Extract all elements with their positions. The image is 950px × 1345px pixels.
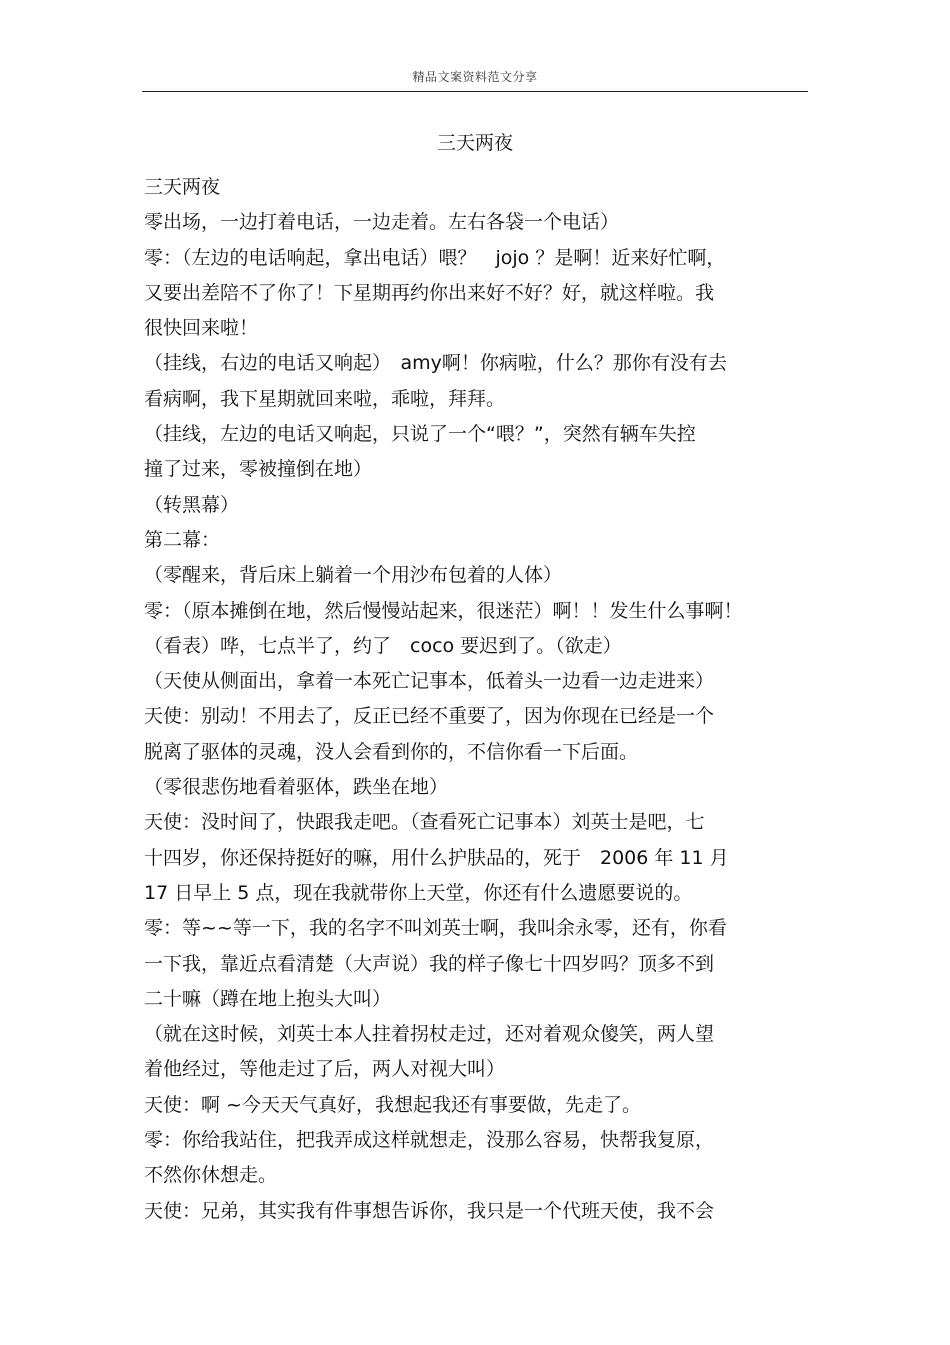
text-line: （挂线，左边的电话又响起，只说了一个“喂？”，突然有辆车失控 [144,423,696,446]
text-line: 零：（左边的电话响起，拿出电话）喂？ jojo ？是啊！近来好忙啊， [144,246,726,269]
text-line: （零很悲伤地看着驱体，跌坐在地） [144,776,449,799]
text-line: （转黑幕） [144,493,240,516]
text-line: 十四岁，你还保持挺好的嘛，用什么护肤品的，死于 2006 年 11 月 [144,846,729,869]
text-line: 二十嘛（蹲在地上抱头大叫） [144,987,392,1010]
header-divider [142,91,808,92]
text-line: 天使：没时间了，快跟我走吧。（查看死亡记事本）刘英士是吧，七 [144,811,705,834]
text-line: 零：你给我站住，把我弄成这样就想走，没那么容易，快帮我复原， [144,1129,715,1152]
text-line: 零：（原本摊倒在地，然后慢慢站起来，很迷茫）啊！！发生什么事啊！ [144,599,743,622]
text-line: （就在这时候，刘英士本人拄着拐杖走过，还对着观众傻笑，两人望 [144,1023,715,1046]
text-line: 又要出差陪不了你了！下星期再约你出来好不好？好，就这样啦。我 [144,281,715,304]
text-line: 天使：兄弟，其实我有件事想告诉你，我只是一个代班天使，我不会 [144,1199,715,1222]
document-title: 三天两夜 [436,132,513,154]
text-line: 零：等~~等一下，我的名字不叫刘英士啊，我叫余永零，还有，你看 [144,917,727,940]
text-line: 着他经过，等他走过了后，两人对视大叫） [144,1058,506,1081]
text-line: 三天两夜 [144,176,221,198]
text-line: 撞了过来，零被撞倒在地） [144,458,373,481]
text-line: 17 日早上 5 点，现在我就带你上天堂，你还有什么遗愿要说的。 [144,881,693,904]
text-line: 天使：啊 ~今天天气真好，我想起我还有事要做，先走了。 [144,1093,641,1116]
text-line: 零出场，一边打着电话，一边走着。左右各袋一个电话） [144,211,620,234]
text-line: 第二幕： [144,528,221,551]
text-line: （天使从侧面出，拿着一本死亡记事本，低着头一边看一边走进来） [144,670,715,693]
text-line: 天使：别动！不用去了，反正已经不重要了，因为你现在已经是一个 [144,705,715,728]
text-line: 不然你休想走。 [144,1164,278,1187]
text-line: 一下我，靠近点看清楚（大声说）我的样子像七十四岁吗？顶多不到 [144,952,715,975]
page-header: 精品文案资料范文分享 [412,70,538,84]
document-body [144,170,824,1229]
text-line: （挂线，右边的电话又响起） amy啊！你病啦，什么？那你有没有去 [144,352,727,375]
text-line: （零醒来，背后床上躺着一个用沙布包着的人体） [144,564,563,587]
text-line: 脱离了驱体的灵魂，没人会看到你的，不信你看一下后面。 [144,740,639,763]
text-line: 看病啊，我下星期就回来啦，乖啦，拜拜。 [144,387,506,410]
text-line: （看表）哗，七点半了，约了 coco 要迟到了。（欲走） [144,634,622,657]
text-line: 很快回来啦！ [144,317,259,340]
